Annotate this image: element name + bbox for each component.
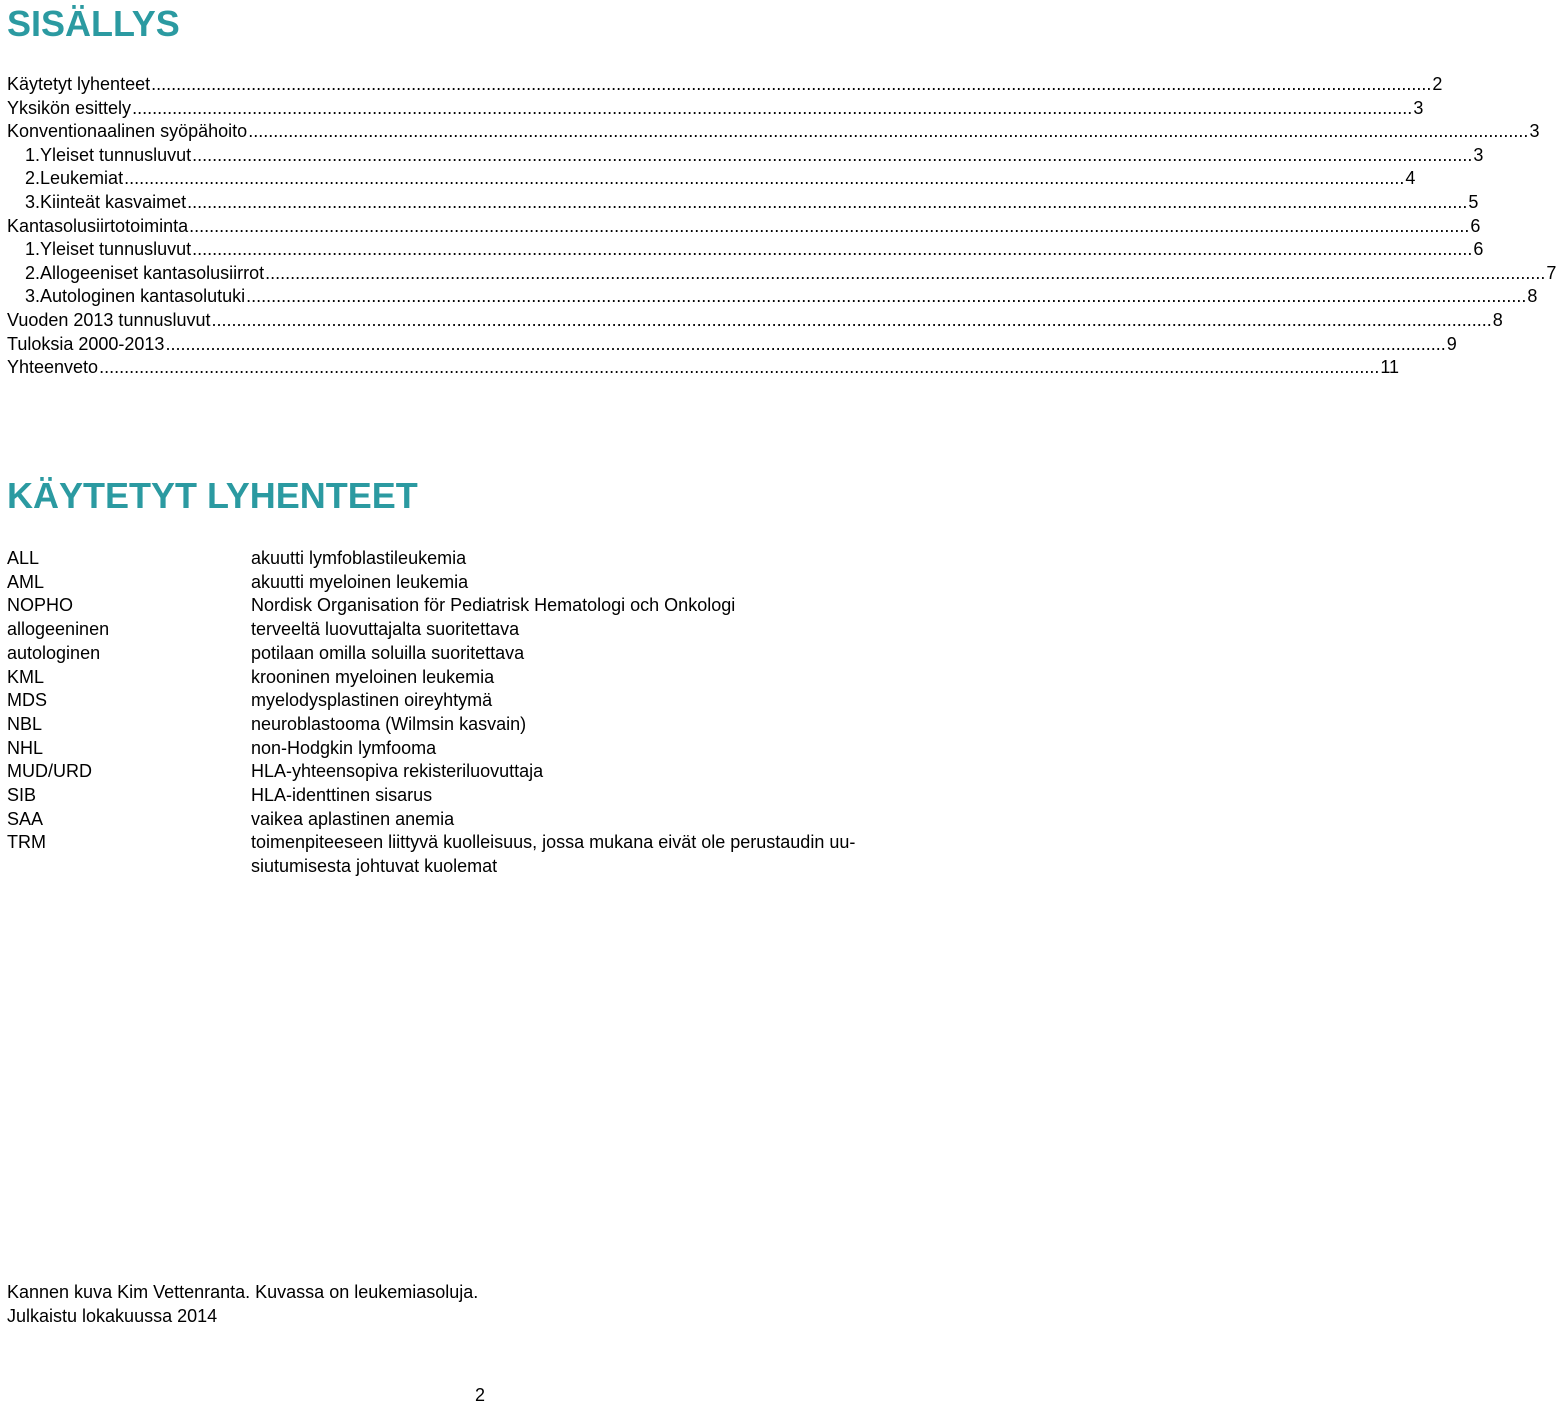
toc-entry-label: Kantasolusiirtotoiminta <box>7 215 189 236</box>
publication-date: Julkaistu lokakuussa 2014 <box>7 1306 218 1326</box>
toc-entry-label: Kiinteät kasvaimet <box>40 191 187 212</box>
toc-entry-number: 1. <box>25 144 41 165</box>
toc-leader-dots <box>248 120 1528 144</box>
toc-entry-label: Käytetyt lyhenteet <box>7 74 151 94</box>
abbreviation-row <box>7 666 952 690</box>
abbreviation-term: MUD/URD <box>7 761 92 782</box>
toc-entry-number: 1. <box>25 239 41 260</box>
table-of-contents <box>7 73 1556 380</box>
abbreviation-row <box>7 689 952 713</box>
abbreviation-row <box>7 760 952 784</box>
toc-entry[interactable] <box>7 333 1457 357</box>
toc-leader-dots <box>124 167 1404 191</box>
toc-entry-number: 2. <box>25 262 41 283</box>
abbreviation-term: KML <box>7 666 45 687</box>
abbreviation-row <box>7 618 952 642</box>
abbreviation-term: ALL <box>7 548 40 568</box>
abbreviation-term: NOPHO <box>7 595 74 616</box>
abbreviations-list <box>7 547 952 879</box>
abbreviation-definition: myelodysplastinen oireyhtymä <box>251 690 493 711</box>
abbreviation-term: allogeeninen <box>7 619 110 640</box>
abbreviation-term: autologinen <box>7 642 101 663</box>
toc-entry[interactable] <box>7 120 1540 144</box>
toc-entry-page: 5 <box>1468 191 1479 212</box>
toc-entry-page: 11 <box>1380 357 1400 378</box>
abbreviation-definition: vaikea aplastinen anemia <box>251 808 455 829</box>
toc-entry[interactable] <box>7 309 1503 333</box>
toc-subentry[interactable] <box>7 238 1484 262</box>
toc-leader-dots <box>192 238 1472 262</box>
toc-entry-page: 3 <box>1473 144 1484 165</box>
abbreviation-term: SAA <box>7 808 44 829</box>
toc-leader-dots <box>151 73 1431 97</box>
toc-entry-label: Vuoden 2013 tunnusluvut <box>7 309 211 330</box>
toc-entry-page: 8 <box>1492 309 1503 330</box>
toc-entry[interactable] <box>7 73 1443 97</box>
credits <box>7 1280 478 1328</box>
abbreviations-title: KÄYTETYT LYHENTEET <box>7 475 418 516</box>
toc-entry-label: Leukemiat <box>40 168 124 189</box>
toc-entry-page: 8 <box>1527 286 1538 307</box>
toc-entry-label: Yleiset tunnusluvut <box>40 239 192 260</box>
toc-subentry[interactable] <box>7 144 1484 168</box>
abbreviation-row <box>7 571 952 595</box>
toc-entry-page: 6 <box>1470 215 1481 236</box>
cover-credit: Kannen kuva Kim Vettenranta. Kuvassa on leukemiasoluja. <box>7 1282 479 1302</box>
toc-entry-label: Yksikön esittely <box>7 97 132 118</box>
page-number: 2 <box>474 1385 485 1405</box>
abbreviation-row <box>7 594 952 618</box>
abbreviation-row <box>7 547 952 571</box>
abbreviation-definition: terveeltä luovuttajalta suoritettava <box>251 619 520 640</box>
toc-leader-dots <box>265 262 1545 286</box>
abbreviation-row <box>7 642 952 666</box>
toc-entry-label: Autologinen kantasolutuki <box>40 286 246 307</box>
abbreviation-row <box>7 808 952 832</box>
abbreviation-definition: HLA-identtinen sisarus <box>251 785 433 806</box>
toc-entry-label: Tuloksia 2000-2013 <box>7 333 165 354</box>
abbreviation-row <box>7 713 952 737</box>
toc-entry-page: 9 <box>1446 333 1457 354</box>
toc-subentry[interactable] <box>7 262 1556 286</box>
abbreviation-row <box>7 737 952 761</box>
toc-entry-page: 6 <box>1473 239 1484 260</box>
abbreviation-definition: akuutti lymfoblastileukemia <box>251 548 467 568</box>
toc-entry-page: 3 <box>1413 97 1424 118</box>
abbreviation-definition: HLA-yhteensopiva rekisteriluovuttaja <box>251 761 544 782</box>
toc-subentry[interactable] <box>7 167 1416 191</box>
toc-subentry[interactable] <box>7 191 1479 215</box>
toc-entry-number: 3. <box>25 286 41 307</box>
toc-entry-page: 7 <box>1546 262 1556 283</box>
abbreviation-term: AML <box>7 571 45 592</box>
toc-subentry[interactable] <box>7 285 1538 309</box>
abbreviation-row <box>7 784 952 808</box>
toc-entry-label: Konventionaalinen syöpähoito <box>7 121 248 142</box>
toc-leader-dots <box>192 144 1472 168</box>
toc-entry[interactable] <box>7 215 1481 239</box>
abbreviation-term: NHL <box>7 737 44 758</box>
abbreviation-term: TRM <box>7 832 46 853</box>
toc-title: SISÄLLYS <box>7 3 180 44</box>
abbreviation-definition: akuutti myeloinen leukemia <box>251 571 469 592</box>
toc-entry-label: Yleiset tunnusluvut <box>40 144 192 165</box>
toc-entry[interactable] <box>7 356 1400 380</box>
toc-leader-dots <box>165 333 1445 357</box>
toc-leader-dots <box>132 97 1412 121</box>
abbreviation-definition: toimenpiteeseen liittyvä kuolleisuus, jossa mukana eivät ole perustaudin uu-siutumisesta johtuvat kuolemat <box>251 832 856 877</box>
abbreviation-term: SIB <box>7 785 37 806</box>
abbreviation-definition: neuroblastooma (Wilmsin kasvain) <box>251 713 527 734</box>
toc-entry-label: Yhteenveto <box>7 357 99 378</box>
abbreviation-row <box>7 831 952 878</box>
abbreviation-term: MDS <box>7 690 47 711</box>
toc-leader-dots <box>246 285 1526 309</box>
toc-entry[interactable] <box>7 97 1424 121</box>
toc-entry-page: 2 <box>1432 74 1443 94</box>
abbreviation-definition: potilaan omilla soluilla suoritettava <box>251 642 525 663</box>
toc-entry-number: 3. <box>25 191 41 212</box>
toc-entry-page: 3 <box>1529 121 1540 142</box>
toc-entry-label: Allogeeniset kantasolusiirrot <box>40 262 265 283</box>
toc-entry-number: 2. <box>25 168 41 189</box>
toc-leader-dots <box>99 356 1379 380</box>
abbreviation-definition: krooninen myeloinen leukemia <box>251 666 495 687</box>
abbreviation-term: NBL <box>7 713 43 734</box>
toc-leader-dots <box>189 215 1469 239</box>
abbreviation-definition: Nordisk Organisation för Pediatrisk Hematologi och Onkologi <box>251 595 736 616</box>
abbreviation-definition: non-Hodgkin lymfooma <box>251 737 437 758</box>
toc-leader-dots <box>212 309 1492 333</box>
toc-leader-dots <box>187 191 1467 215</box>
toc-entry-page: 4 <box>1405 168 1416 189</box>
